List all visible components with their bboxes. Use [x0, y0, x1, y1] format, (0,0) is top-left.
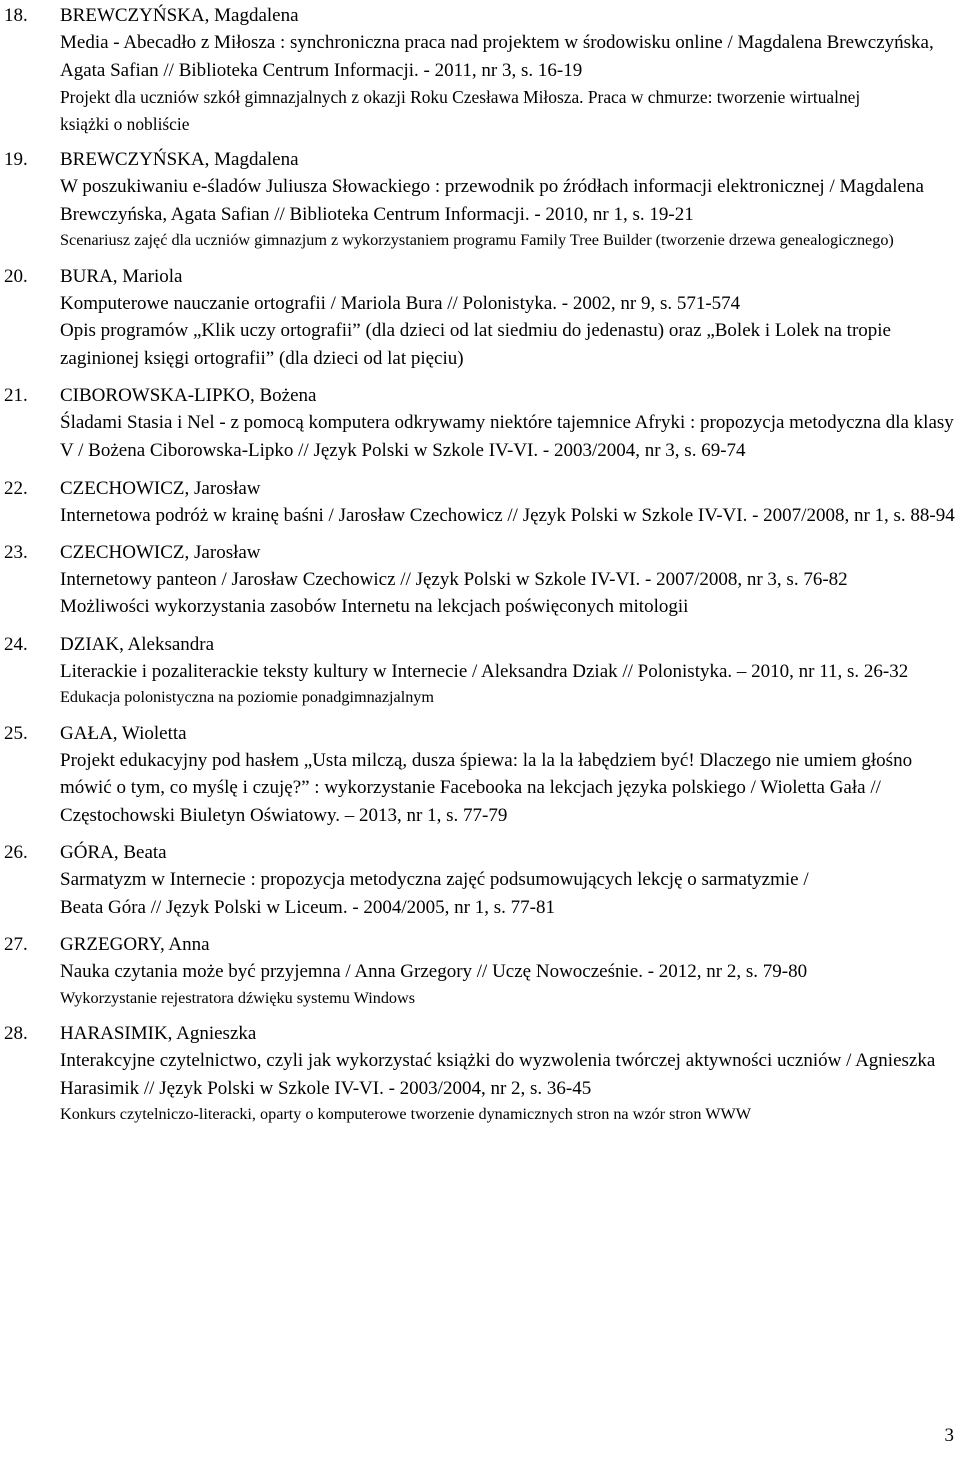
entry-number: 28. — [4, 1023, 28, 1044]
entry-note: Konkurs czytelniczo-literacki, oparty o komputerowe tworzenie dynamicznych stron na wzór stron WWW — [60, 1105, 752, 1123]
entry-number: 18. — [4, 5, 28, 26]
entry-note: Wykorzystanie rejestratora dźwięku systemu Windows — [60, 988, 416, 1007]
entry-author: BURA, Mariola — [60, 265, 183, 287]
entry-author: DZIAK, Aleksandra — [60, 633, 215, 655]
entry-author: GAŁA, Wioletta — [60, 722, 187, 744]
entry-author: CIBOROWSKA-LIPKO, Bożena — [60, 385, 317, 406]
entry-number: 24. — [4, 633, 28, 655]
bibliography-entry — [4, 2, 956, 138]
entry-note: Scenariusz zajęć dla uczniów gimnazjum z wykorzystaniem programu Family Tree Builder (tworzenie drzewa genealogicznego) — [60, 231, 894, 249]
entry-title: Internetowy panteon / Jarosław Czechowicz // Język Polski w Szkole IV-VI. - 2007/2008, nr 3, s. 76-82 — [60, 568, 848, 590]
entry-note: Edukacja polonistyczna na poziomie ponadgimnazjalnym — [60, 688, 434, 706]
entry-number: 21. — [4, 385, 28, 406]
entry-author: BREWCZYŃSKA, Magdalena — [60, 5, 299, 26]
entry-note: Możliwości wykorzystania zasobów Internetu na lekcjach poświęconych mitologii — [60, 596, 689, 617]
entry-title: Nauka czytania może być przyjemna / Anna Grzegory // Uczę Nowocześnie. - 2012, nr 2, s. 79-80 — [60, 961, 808, 982]
entry-author: BREWCZYŃSKA, Magdalena — [60, 149, 299, 170]
bibliography-entry — [4, 839, 956, 921]
entry-title: Projekt edukacyjny pod hasłem „Usta milczą, dusza śpiewa: la la la łabędziem być! Dlaczego nie umiem głośno mówić o tym, co myślę i czuję?” : wykorzystanie Facebooka na lekcjach języka polskiego / Wioletta Gała // Częstochowski Biuletyn Oświatowy. – 2013, nr 1, s. 77-79 — [60, 749, 913, 826]
entry-title: Literackie i pozaliterackie teksty kultury w Internecie / Aleksandra Dziak // Polonistyka. – 2010, nr 11, s. 26-32 — [60, 660, 909, 682]
page-number: 3 — [944, 1425, 954, 1446]
entry-author: CZECHOWICZ, Jarosław — [60, 478, 261, 499]
entry-author: GRZEGORY, Anna — [60, 934, 210, 955]
entry-number: 27. — [4, 934, 28, 955]
bibliography-entry — [4, 931, 956, 1010]
bibliography-entry — [4, 631, 956, 710]
bibliography-entry — [4, 146, 956, 253]
entry-title: Interakcyjne czytelnictwo, czyli jak wykorzystać książki do wyzwolenia twórczej aktywności uczniów / Agnieszka Harasimik // Język Polski w Szkole IV-VI. - 2003/2004, nr 2, s. 36-45 — [60, 1050, 936, 1099]
bibliography-entry — [4, 263, 956, 373]
bibliography-entry — [4, 720, 956, 830]
entry-number: 19. — [4, 149, 28, 170]
entry-title: Sarmatyzm w Internecie : propozycja metodyczna zajęć podsumowujących lekcję o sarmatyzmie / Beata Góra // Język Polski w Liceum. - 2004/2005, nr 1, s. 77-81 — [60, 869, 809, 918]
bibliography-entry — [4, 539, 956, 621]
entry-author: CZECHOWICZ, Jarosław — [60, 541, 261, 563]
entry-number: 26. — [4, 842, 28, 863]
entry-title: Internetowa podróż w krainę baśni / Jarosław Czechowicz // Język Polski w Szkole IV-VI. - 2007/2008, nr 1, s. 88-94 — [60, 505, 955, 526]
entry-note: Opis programów „Klik uczy ortografii” (dla dzieci od lat siedmiu do jedenastu) oraz „Bolek i Lolek na tropie zaginionej księgi ortografii” (dla dzieci od lat pięciu) — [60, 320, 891, 369]
entry-author: HARASIMIK, Agnieszka — [60, 1023, 257, 1044]
entry-title: Komputerowe nauczanie ortografii / Mariola Bura // Polonistyka. - 2002, nr 9, s. 571-574 — [60, 292, 741, 314]
entry-title: Śladami Stasia i Nel - z pomocą komputera odkrywamy niektóre tajemnice Afryki : propozycja metodyczna dla klasy V / Bożena Ciborowska-Lipko // Język Polski w Szkole IV-VI. - 2003/2004, nr 3, s. 69-74 — [60, 412, 954, 461]
entry-note: Projekt dla uczniów szkół gimnazjalnych z okazji Roku Czesława Miłosza. Praca w chmurze: tworzenie wirtualnej książki o nobliście — [60, 87, 861, 134]
entry-number: 20. — [4, 265, 28, 287]
bibliography-entry — [4, 475, 956, 530]
entry-number: 22. — [4, 478, 28, 499]
bibliography-entry — [4, 1020, 956, 1127]
entry-number: 25. — [4, 722, 28, 744]
entry-number: 23. — [4, 541, 28, 563]
bibliography-entry — [4, 382, 956, 464]
entry-title: W poszukiwaniu e-śladów Juliusza Słowackiego : przewodnik po źródłach informacji elektronicznej / Magdalena Brewczyńska, Agata Safian // Biblioteka Centrum Informacji. - 2010, nr 1, s. 19-21 — [60, 176, 924, 225]
entry-title: Media - Abecadło z Miłosza : synchroniczna praca nad projektem w środowisku online / Magdalena Brewczyńska, Agata Safian // Biblioteka Centrum Informacji. - 2011, nr 3, s. 16-19 — [60, 32, 934, 81]
entry-author: GÓRA, Beata — [60, 842, 167, 863]
